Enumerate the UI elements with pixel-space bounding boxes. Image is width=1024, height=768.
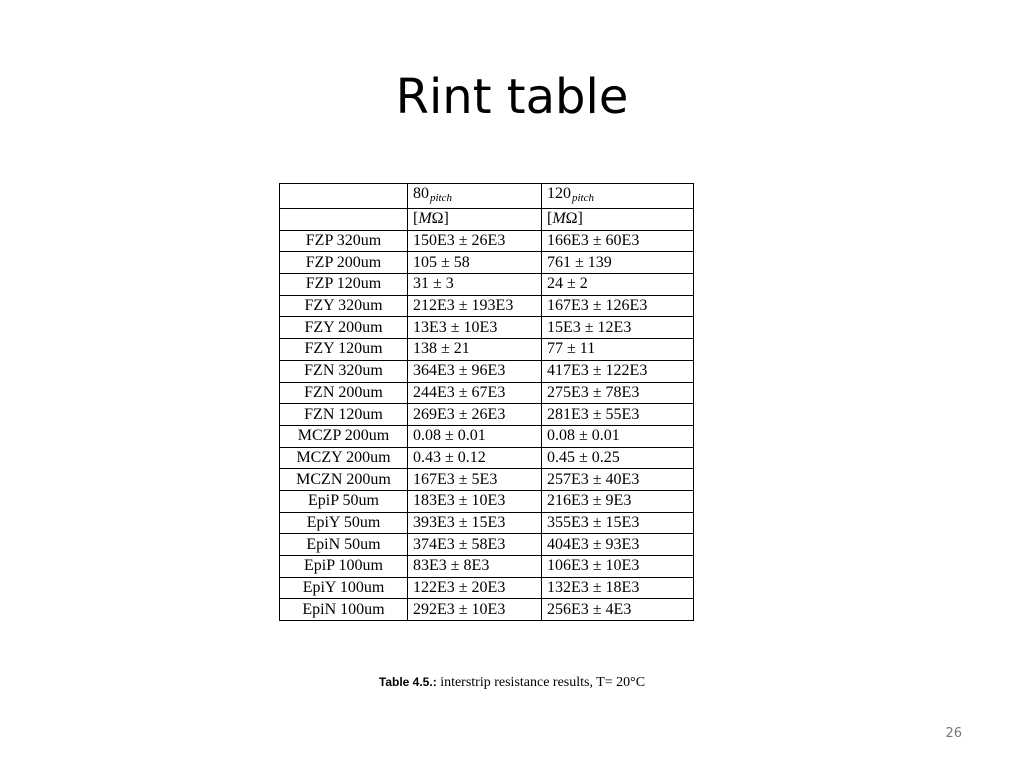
row-value-120-pitch: 132E3 ± 18E3 [542,577,694,599]
unit-80-rest: Ω] [431,210,449,228]
row-value-80-pitch: 122E3 ± 20E3 [408,577,542,599]
caption-label: Table 4.5.: [378,675,437,689]
header-80-pitch [408,184,542,209]
row-label: FZY 120um [280,339,408,361]
row-label: EpiP 50um [280,490,408,512]
table-row [280,534,694,556]
table-row [280,556,694,578]
row-value-120-pitch: 417E3 ± 122E3 [542,360,694,382]
table-caption [0,673,1024,692]
table-row [280,339,694,361]
row-value-80-pitch: 244E3 ± 67E3 [408,382,542,404]
header-row [280,184,694,209]
table-row [280,317,694,339]
row-value-120-pitch: 15E3 ± 12E3 [542,317,694,339]
row-value-80-pitch: 138 ± 21 [408,339,542,361]
row-value-80-pitch: 212E3 ± 193E3 [408,295,542,317]
unit-80 [408,209,542,231]
table-row [280,469,694,491]
row-value-120-pitch: 77 ± 11 [542,339,694,361]
row-value-80-pitch: 31 ± 3 [408,274,542,296]
header-80-sub: pitch [430,192,452,204]
row-label: EpiY 100um [280,577,408,599]
row-label: FZP 320um [280,230,408,252]
row-label: FZY 320um [280,295,408,317]
table-row [280,512,694,534]
row-label: FZN 320um [280,360,408,382]
table-row [280,252,694,274]
unit-80-sym: M [418,210,432,228]
table-row [280,382,694,404]
row-label: EpiY 50um [280,512,408,534]
row-label: EpiN 50um [280,534,408,556]
row-value-80-pitch: 374E3 ± 58E3 [408,534,542,556]
rint-table [279,183,694,621]
row-value-80-pitch: 393E3 ± 15E3 [408,512,542,534]
unit-corner-cell [280,209,408,231]
row-value-120-pitch: 166E3 ± 60E3 [542,230,694,252]
row-value-80-pitch: 0.08 ± 0.01 [408,425,542,447]
row-value-80-pitch: 183E3 ± 10E3 [408,490,542,512]
row-value-120-pitch: 0.08 ± 0.01 [542,425,694,447]
row-value-80-pitch: 167E3 ± 5E3 [408,469,542,491]
row-label: EpiN 100um [280,599,408,621]
row-value-80-pitch: 150E3 ± 26E3 [408,230,542,252]
table-row [280,599,694,621]
unit-row [280,209,694,231]
table-row [280,360,694,382]
table-row [280,404,694,426]
table-row [280,295,694,317]
unit-120-sym: M [552,210,566,228]
row-label: EpiP 100um [280,556,408,578]
header-corner-cell [280,184,408,209]
unit-120-rest: Ω] [565,210,583,228]
table-row [280,577,694,599]
header-120-pitch [542,184,694,209]
row-label: FZP 120um [280,274,408,296]
row-value-80-pitch: 13E3 ± 10E3 [408,317,542,339]
row-value-80-pitch: 0.43 ± 0.12 [408,447,542,469]
row-value-120-pitch: 275E3 ± 78E3 [542,382,694,404]
row-value-120-pitch: 761 ± 139 [542,252,694,274]
header-120-base: 120 [547,185,571,202]
row-label: FZN 200um [280,382,408,404]
caption-text: interstrip resistance results, T= 20°C [436,675,646,690]
unit-80-open: [ [413,210,419,228]
row-value-120-pitch: 404E3 ± 93E3 [542,534,694,556]
table-row [280,447,694,469]
header-80-base: 80 [413,185,429,202]
row-value-120-pitch: 24 ± 2 [542,274,694,296]
header-120-sub: pitch [572,192,594,204]
table-row [280,490,694,512]
row-value-120-pitch: 216E3 ± 9E3 [542,490,694,512]
row-value-120-pitch: 355E3 ± 15E3 [542,512,694,534]
row-value-120-pitch: 167E3 ± 126E3 [542,295,694,317]
row-value-120-pitch: 0.45 ± 0.25 [542,447,694,469]
table-row [280,425,694,447]
row-value-80-pitch: 269E3 ± 26E3 [408,404,542,426]
row-value-80-pitch: 364E3 ± 96E3 [408,360,542,382]
row-label: MCZP 200um [280,425,408,447]
row-value-120-pitch: 257E3 ± 40E3 [542,469,694,491]
row-label: FZY 200um [280,317,408,339]
table-row [280,230,694,252]
row-value-120-pitch: 106E3 ± 10E3 [542,556,694,578]
row-value-80-pitch: 292E3 ± 10E3 [408,599,542,621]
row-value-80-pitch: 105 ± 58 [408,252,542,274]
unit-120-open: [ [547,210,553,228]
row-label: MCZY 200um [280,447,408,469]
unit-120 [542,209,694,231]
slide-title: Rint table [395,69,629,125]
page-number: 26 [945,726,962,741]
row-label: FZP 200um [280,252,408,274]
row-value-120-pitch: 256E3 ± 4E3 [542,599,694,621]
row-label: MCZN 200um [280,469,408,491]
table-row [280,274,694,296]
row-value-120-pitch: 281E3 ± 55E3 [542,404,694,426]
row-value-80-pitch: 83E3 ± 8E3 [408,556,542,578]
row-label: FZN 120um [280,404,408,426]
